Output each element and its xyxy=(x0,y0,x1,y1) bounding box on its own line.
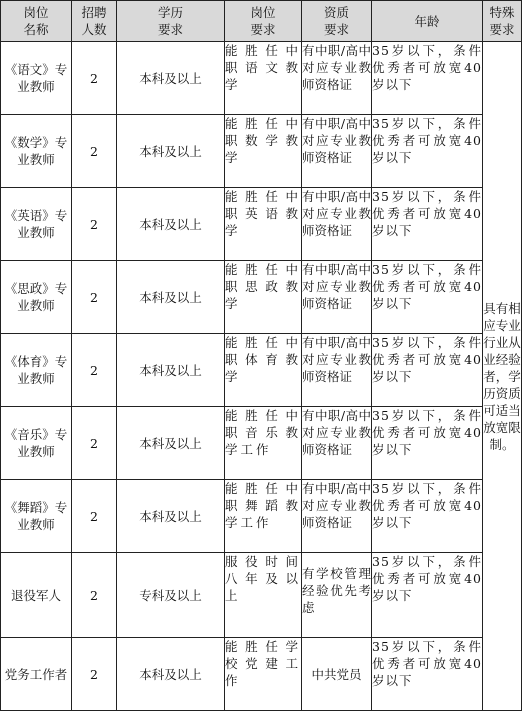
job-requirement: 服役时间八年及以上 xyxy=(225,553,302,638)
table-row xyxy=(1,115,522,188)
position-name: 《舞蹈》专业教师 xyxy=(1,480,72,553)
table-row xyxy=(1,553,522,638)
table-row xyxy=(1,480,522,553)
header-age xyxy=(372,1,483,42)
job-requirement: 能胜任中职舞蹈教学工作 xyxy=(225,480,302,553)
education-requirement: 本科及以上 xyxy=(117,334,225,407)
job-requirement: 能胜任中职音乐教学工作 xyxy=(225,407,302,480)
qualification-requirement: 中共党员 xyxy=(302,638,372,711)
job-requirement: 能胜任中职思政教学 xyxy=(225,261,302,334)
header-education xyxy=(117,1,225,42)
age-requirement: 35岁以下，条件优秀者可放宽40岁以下 xyxy=(372,480,483,553)
age-requirement: 35岁以下，条件优秀者可放宽40岁以下 xyxy=(372,334,483,407)
qualification-requirement: 有中职/高中对应专业教师资格证 xyxy=(302,42,372,115)
table-row xyxy=(1,188,522,261)
header-special-line1: 特殊 xyxy=(489,5,515,20)
header-count-line1: 招聘 xyxy=(81,5,107,20)
recruit-count: 2 xyxy=(72,407,117,480)
header-qualification xyxy=(302,1,372,42)
qualification-requirement: 有中职/高中对应专业教师资格证 xyxy=(302,407,372,480)
position-name: 《语文》专业教师 xyxy=(1,42,72,115)
table-row xyxy=(1,261,522,334)
recruit-count: 2 xyxy=(72,334,117,407)
qualification-requirement: 有学校管理经验优先考虑 xyxy=(302,553,372,638)
header-job-requirement-line2: 要求 xyxy=(250,22,276,37)
education-requirement: 本科及以上 xyxy=(117,638,225,711)
header-position-line2: 名称 xyxy=(23,22,49,37)
special-requirement: 具有相应专业行业从业经验者，学历资质可适当放宽限制。 xyxy=(483,42,522,711)
recruit-count: 2 xyxy=(72,42,117,115)
header-position-line1: 岗位 xyxy=(23,5,49,20)
age-requirement: 35岁以下，条件优秀者可放宽40岁以下 xyxy=(372,188,483,261)
qualification-requirement: 有中职/高中对应专业教师资格证 xyxy=(302,480,372,553)
recruit-count: 2 xyxy=(72,115,117,188)
table-row xyxy=(1,334,522,407)
qualification-requirement: 有中职/高中对应专业教师资格证 xyxy=(302,115,372,188)
age-requirement: 35岁以下，条件优秀者可放宽40岁以下 xyxy=(372,638,483,711)
position-name: 党务工作者 xyxy=(1,638,72,711)
header-position xyxy=(1,1,72,42)
job-requirement: 能胜任中职语文教学 xyxy=(225,42,302,115)
position-name: 《思政》专业教师 xyxy=(1,261,72,334)
education-requirement: 本科及以上 xyxy=(117,188,225,261)
job-requirement: 能胜任中职英语教学 xyxy=(225,188,302,261)
position-name: 退役军人 xyxy=(1,553,72,638)
recruit-count: 2 xyxy=(72,261,117,334)
position-name: 《音乐》专业教师 xyxy=(1,407,72,480)
age-requirement: 35岁以下，条件优秀者可放宽40岁以下 xyxy=(372,42,483,115)
table-row xyxy=(1,407,522,480)
job-requirement: 能胜任中职数学教学 xyxy=(225,115,302,188)
header-education-line2: 要求 xyxy=(157,22,183,37)
header-count xyxy=(72,1,117,42)
age-requirement: 35岁以下，条件优秀者可放宽40岁以下 xyxy=(372,553,483,638)
header-row xyxy=(1,1,522,42)
age-requirement: 35岁以下，条件优秀者可放宽40岁以下 xyxy=(372,115,483,188)
header-count-line2: 人数 xyxy=(81,22,107,37)
education-requirement: 本科及以上 xyxy=(117,480,225,553)
qualification-requirement: 有中职/高中对应专业教师资格证 xyxy=(302,334,372,407)
education-requirement: 专科及以上 xyxy=(117,553,225,638)
position-name: 《英语》专业教师 xyxy=(1,188,72,261)
header-job-requirement xyxy=(225,1,302,42)
recruit-count: 2 xyxy=(72,188,117,261)
table-row xyxy=(1,42,522,115)
header-job-requirement-line1: 岗位 xyxy=(250,5,276,20)
recruit-count: 2 xyxy=(72,553,117,638)
education-requirement: 本科及以上 xyxy=(117,407,225,480)
education-requirement: 本科及以上 xyxy=(117,261,225,334)
job-requirement: 能胜任中职体育教学 xyxy=(225,334,302,407)
job-requirement: 能胜任学校党建工作 xyxy=(225,638,302,711)
header-education-line1: 学历 xyxy=(157,5,183,20)
recruit-count: 2 xyxy=(72,480,117,553)
header-special-line2: 要求 xyxy=(489,22,515,37)
age-requirement: 35岁以下，条件优秀者可放宽40岁以下 xyxy=(372,261,483,334)
qualification-requirement: 有中职/高中对应专业教师资格证 xyxy=(302,261,372,334)
header-qualification-line1: 资质 xyxy=(323,5,349,20)
education-requirement: 本科及以上 xyxy=(117,42,225,115)
position-name: 《体育》专业教师 xyxy=(1,334,72,407)
table-row xyxy=(1,638,522,711)
age-requirement: 35岁以下，条件优秀者可放宽40岁以下 xyxy=(372,407,483,480)
qualification-requirement: 有中职/高中对应专业教师资格证 xyxy=(302,188,372,261)
header-age-line1: 年龄 xyxy=(414,13,440,29)
header-qualification-line2: 要求 xyxy=(323,22,349,37)
position-name: 《数学》专业教师 xyxy=(1,115,72,188)
header-special xyxy=(483,1,522,42)
recruit-count: 2 xyxy=(72,638,117,711)
education-requirement: 本科及以上 xyxy=(117,115,225,188)
